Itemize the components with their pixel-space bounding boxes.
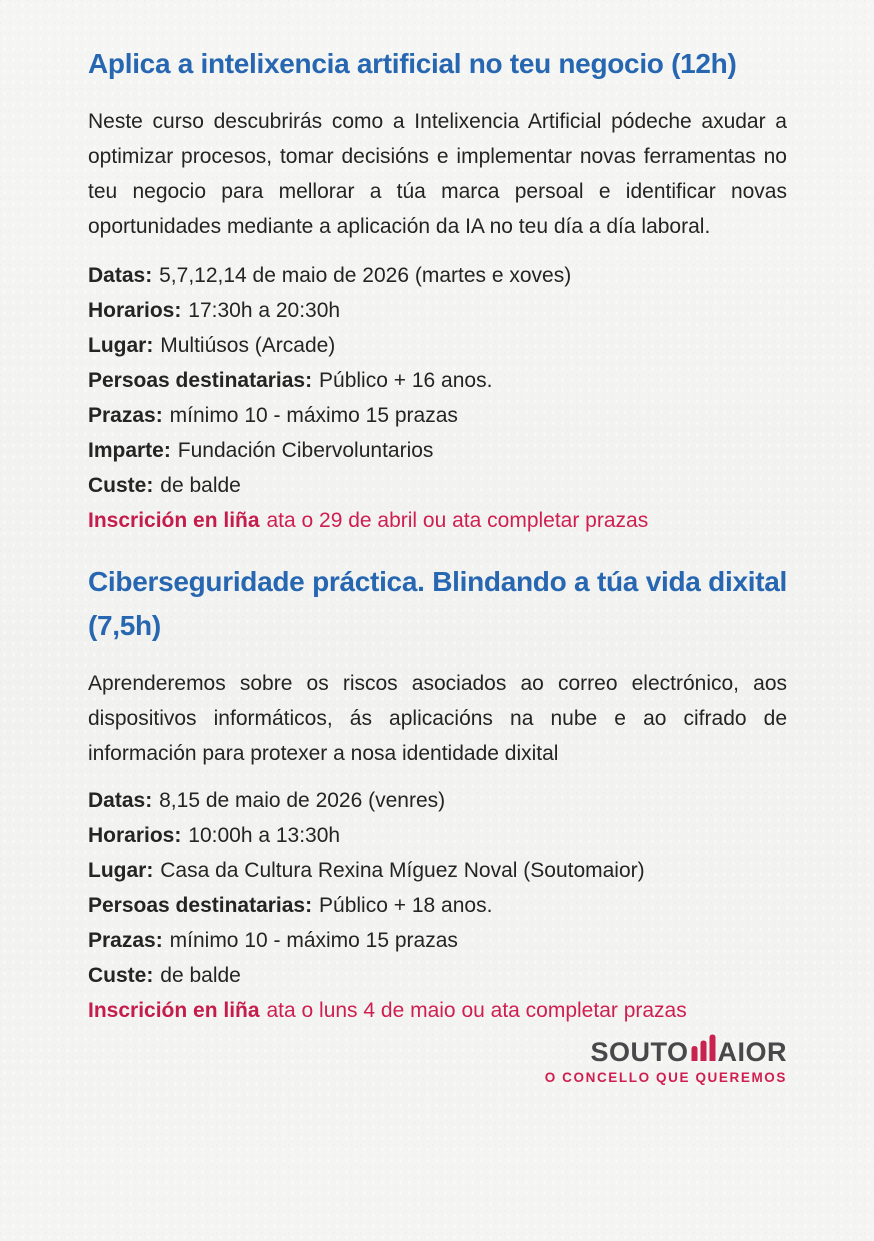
detail-row-persoas bbox=[88, 363, 787, 398]
detail-row-lugar bbox=[88, 328, 787, 363]
course-details bbox=[88, 783, 787, 1028]
detail-value: 17:30h a 20:30h bbox=[188, 299, 341, 322]
enrollment-deadline: ata o 29 de abril ou ata completar prazas bbox=[266, 509, 649, 532]
detail-label: Lugar: bbox=[88, 859, 154, 882]
detail-value: 5,7,12,14 de maio de 2026 (martes e xoves) bbox=[159, 264, 572, 287]
detail-row-persoas bbox=[88, 888, 787, 923]
detail-label: Imparte: bbox=[88, 439, 171, 462]
detail-value: 10:00h a 13:30h bbox=[188, 824, 341, 847]
detail-label: Custe: bbox=[88, 964, 154, 987]
detail-label: Horarios: bbox=[88, 824, 182, 847]
enrollment-label: Inscrición en liña bbox=[88, 999, 260, 1022]
detail-row-prazas bbox=[88, 923, 787, 958]
enrollment-deadline: ata o luns 4 de maio ou ata completar prazas bbox=[266, 999, 687, 1022]
enrollment-line bbox=[88, 503, 787, 538]
three-ascending-bars-icon bbox=[691, 1034, 716, 1061]
detail-label: Horarios: bbox=[88, 299, 182, 322]
logo-text-aior: AIOR bbox=[717, 1037, 787, 1067]
course-section-2 bbox=[88, 560, 787, 1028]
detail-label: Prazas: bbox=[88, 404, 163, 427]
detail-row-datas bbox=[88, 783, 787, 818]
detail-row-imparte bbox=[88, 433, 787, 468]
logo-text-souto: SOUTO bbox=[590, 1037, 689, 1067]
detail-row-datas bbox=[88, 258, 787, 293]
detail-value: Público + 18 anos. bbox=[319, 894, 493, 917]
soutomaior-logo bbox=[88, 1034, 787, 1067]
detail-value: mínimo 10 - máximo 15 prazas bbox=[169, 404, 458, 427]
course-details bbox=[88, 258, 787, 538]
detail-label: Prazas: bbox=[88, 929, 163, 952]
course-title: Aplica a intelixencia artificial no teu negocio (12h) bbox=[88, 48, 737, 79]
enrollment-label: Inscrición en liña bbox=[88, 509, 260, 532]
detail-label: Persoas destinatarias: bbox=[88, 369, 313, 392]
detail-label: Lugar: bbox=[88, 334, 154, 357]
detail-row-custe bbox=[88, 468, 787, 503]
course-section-1 bbox=[88, 42, 787, 538]
detail-value: mínimo 10 - máximo 15 prazas bbox=[169, 929, 458, 952]
detail-row-horarios bbox=[88, 818, 787, 853]
detail-row-lugar bbox=[88, 853, 787, 888]
detail-label: Custe: bbox=[88, 474, 154, 497]
detail-row-prazas bbox=[88, 398, 787, 433]
detail-value: Multiúsos (Arcade) bbox=[160, 334, 336, 357]
detail-row-custe bbox=[88, 958, 787, 993]
course-description: Aprenderemos sobre os riscos asociados ao correo electrónico, aos dispositivos informáticos, ás aplicacións na nube e ao cifrado de información para protexer a nosa identidade dixital bbox=[88, 672, 787, 765]
detail-value: de balde bbox=[160, 474, 241, 497]
course-title: Ciberseguridade práctica. Blindando a túa vida dixital (7,5h) bbox=[88, 566, 787, 641]
detail-label: Datas: bbox=[88, 789, 153, 812]
enrollment-line bbox=[88, 993, 787, 1028]
detail-label: Persoas destinatarias: bbox=[88, 894, 313, 917]
detail-value: de balde bbox=[160, 964, 241, 987]
course-description: Neste curso descubrirás como a Intelixencia Artificial pódeche axudar a optimizar procesos, tomar decisións e implementar novas ferramentas no teu negocio para mellorar a túa marca persoal e identificar novas oportunidades mediante a aplicación da IA no teu día a día laboral. bbox=[88, 110, 787, 238]
logo-tagline: O CONCELLO QUE QUEREMOS bbox=[544, 1070, 787, 1085]
detail-value: 8,15 de maio de 2026 (venres) bbox=[159, 789, 446, 812]
detail-row-horarios bbox=[88, 293, 787, 328]
detail-label: Datas: bbox=[88, 264, 153, 287]
footer bbox=[88, 1034, 787, 1085]
detail-value: Público + 16 anos. bbox=[319, 369, 493, 392]
detail-value: Fundación Cibervoluntarios bbox=[177, 439, 434, 462]
detail-value: Casa da Cultura Rexina Míguez Noval (Soutomaior) bbox=[160, 859, 645, 882]
